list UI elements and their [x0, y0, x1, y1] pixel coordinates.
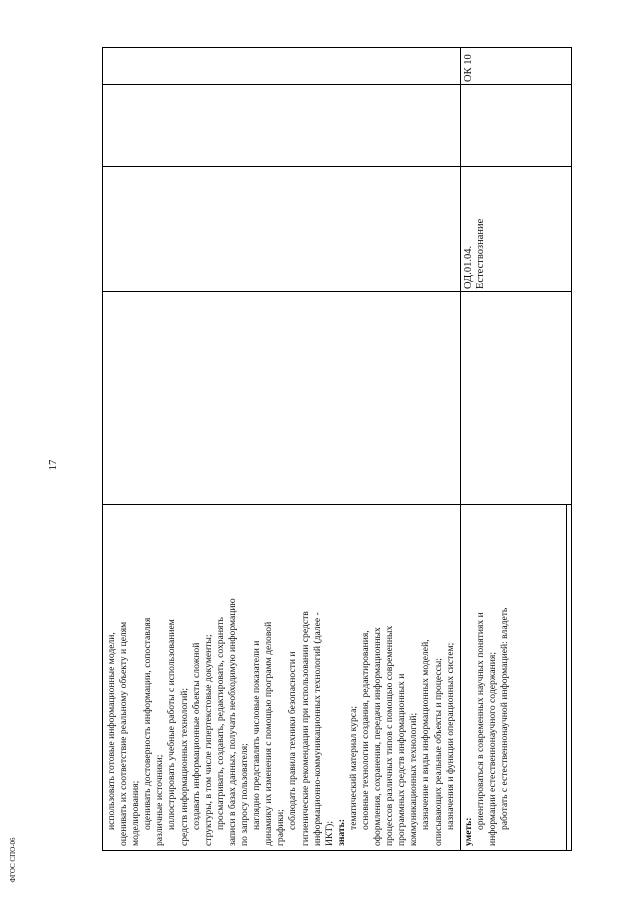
text-line: создавать информационные объекты сложной: [190, 642, 202, 830]
competence-table: [102, 47, 572, 851]
page-number: 17: [47, 459, 59, 471]
text-line: оценивать их соответствие реальному объекту и целям: [118, 621, 130, 846]
text-line: графики;: [275, 809, 287, 846]
column-divider: [103, 504, 571, 505]
text-line: структуры, в том числе гипертекстовые документы;: [202, 634, 214, 846]
text-line: иллюстрировать учебные работы с использованием: [166, 619, 178, 830]
footer-code: ФГОС СПО-06: [9, 837, 17, 883]
text-line: основные технологии создания, редактирования,: [359, 630, 371, 830]
text-line: ориентироваться в современных научных понятиях и: [475, 612, 487, 830]
skills-knowledge-cell: [106, 506, 458, 846]
text-line: гигиенические рекомендации при использовании средств: [299, 611, 311, 846]
text-line: различные источники;: [154, 754, 166, 846]
text-line: коммуникационных технологий;: [408, 712, 420, 846]
text-line: оценивать достоверность информации, сопоставляя: [142, 617, 154, 830]
discipline-name: Естествознание: [475, 218, 486, 289]
column-divider: [103, 166, 571, 167]
text-line: оформления, сохранения, передачи информационных: [372, 627, 384, 846]
text-line: описывающих реальные объекты и процессы;: [432, 658, 444, 846]
competence-cell: [463, 48, 571, 82]
competence-code: ОК 10: [463, 54, 474, 82]
row-divider: [460, 48, 461, 850]
text-line: назначение и виды информационных моделей,: [420, 639, 432, 830]
text-line: информации естественнонаучного содержания;: [487, 652, 499, 846]
discipline-code: ОД.01.04.: [463, 245, 474, 289]
column-divider: [103, 291, 571, 292]
text-line: работать с естественнонаучной информацией: владеть: [499, 607, 511, 830]
text-line: тематический материал курса;: [347, 705, 359, 830]
text-line: динамику их изменения с помощью программ деловой: [263, 621, 275, 846]
skills-heading: уметь:: [463, 817, 474, 846]
text-line: наглядно представлять числовые показатели и: [251, 640, 263, 830]
next-skills-cell: [463, 506, 571, 846]
text-line: ИКТ);: [323, 820, 335, 846]
text-line: средств информационных технологий;: [178, 688, 190, 846]
text-line: программных средств информационных и: [396, 673, 408, 846]
text-line: по запросу пользователя;: [239, 743, 251, 846]
text-line: процессов различных типов с помощью современных: [384, 625, 396, 846]
text-line: моделирования;: [130, 780, 142, 846]
table-rotated-wrapper: [102, 47, 572, 851]
text-line: записи в базах данных, получать необходимую информацию: [226, 598, 238, 846]
text-line: назначения и функции операционных систем;: [444, 642, 456, 830]
text-line: информационно-коммуникационных технологий (далее -: [311, 612, 323, 846]
text-line: использовать готовые информационные модели,: [106, 632, 117, 830]
text-line: просматривать, создавать, редактировать, сохранять: [214, 617, 226, 830]
knowledge-heading: знать:: [335, 819, 347, 846]
discipline-cell: [463, 169, 571, 289]
column-divider: [103, 84, 571, 85]
text-line: соблюдать правила техники безопасности и: [287, 651, 299, 830]
